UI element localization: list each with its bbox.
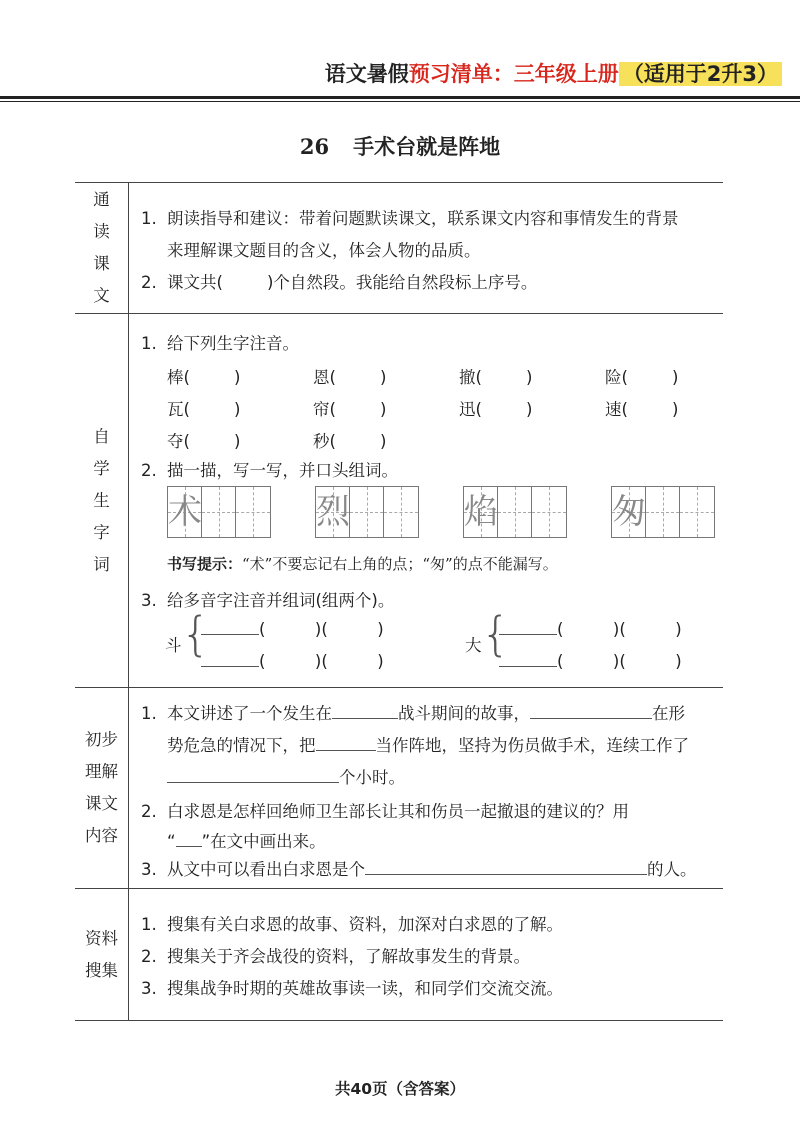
section-read — [75, 183, 723, 314]
pinyin-item: 夺( ) — [167, 432, 241, 451]
writing-hint: 书写提示：“术”不要忘记右上角的点；“匆”的点不能漏写。 — [167, 555, 558, 573]
pinyin-item: 恩( ) — [313, 368, 387, 387]
label-text: 内容 — [85, 826, 118, 845]
brace-icon: { — [481, 607, 511, 661]
section-collect-label — [75, 889, 129, 1020]
label-text: 理解 — [85, 762, 118, 781]
section-understand — [75, 688, 723, 889]
label-char: 学 — [93, 458, 110, 478]
section-read-label — [75, 183, 129, 313]
header-rule-thin — [0, 101, 800, 102]
worksheet-table — [75, 182, 723, 1021]
lesson-title — [0, 131, 800, 161]
page-footer: 共40页（含答案） — [334, 1080, 466, 1098]
label-text: 资料 — [85, 928, 118, 948]
label-char: 文 — [93, 286, 110, 305]
poly-line: ( )( ) — [201, 648, 384, 672]
read-item-2: 2. 课文共( )个自然段。我能给自然段标上序号。 — [141, 273, 538, 292]
pinyin-item: 撤( ) — [459, 368, 533, 387]
pinyin-item: 秒( ) — [313, 432, 387, 451]
trace-box — [167, 486, 271, 538]
trace-box — [315, 486, 419, 538]
understand-item-2: 2. 白求恩是怎样回绝师卫生部长让其和伤员一起撤退的建议的？用 — [141, 802, 629, 821]
trace-char: 术 — [168, 492, 202, 532]
section-understand-label — [75, 688, 129, 888]
trace-box — [463, 486, 567, 538]
header-part2: 预习清单：三年级上册 — [408, 62, 619, 86]
pinyin-item: 瓦( ) — [167, 400, 241, 419]
trace-box — [611, 486, 715, 538]
collect-item: 1. 搜集有关白求恩的故事、资料，加深对白求恩的了解。 — [141, 915, 563, 934]
label-char: 读 — [93, 222, 110, 241]
trace-char: 焰 — [464, 492, 498, 532]
brace-icon: { — [181, 607, 211, 661]
learn-q3: 3. 给多音字注音并组词(组两个)。 — [141, 591, 395, 610]
poly-line: ( )( ) — [201, 616, 384, 640]
header-part1: 语文暑假 — [324, 62, 409, 86]
pinyin-item: 险( ) — [605, 368, 679, 387]
lesson-title-text: 手术台就是阵地 — [353, 134, 501, 159]
pinyin-item: 棒( ) — [167, 368, 241, 387]
collect-item: 3. 搜集战争时期的英雄故事读一读，和同学们交流交流。 — [141, 979, 563, 998]
understand-item-1-cont: 势危急的情况下，把 当作阵地，坚持为伤员做手术，连续工作了 — [167, 736, 689, 755]
pinyin-item: 迅( ) — [459, 400, 533, 419]
collect-item: 2. 搜集关于齐会战役的资料，了解故事发生的背景。 — [141, 947, 530, 966]
trace-char: 烈 — [316, 492, 350, 532]
poly-line: ( )( ) — [499, 648, 682, 672]
learn-q1: 1. 给下列生字注音。 — [141, 334, 299, 353]
pinyin-item: 帘( ) — [313, 400, 387, 419]
label-char: 自 — [93, 426, 110, 446]
label-char: 字 — [93, 522, 110, 542]
section-learn — [75, 314, 723, 688]
understand-item-3: 3. 从文中可以看出白求恩是个 的人。 — [141, 860, 697, 879]
label-char: 课 — [93, 254, 110, 273]
header-part3: （适用于2升3） — [619, 62, 782, 86]
understand-item-1-cont2: 个小时。 — [141, 764, 405, 788]
section-collect — [75, 889, 723, 1021]
label-text: 课文 — [85, 794, 118, 813]
label-text: 搜集 — [85, 960, 118, 980]
poly-char: 大 — [465, 636, 482, 655]
label-char: 通 — [93, 190, 110, 209]
trace-grid — [167, 486, 727, 538]
read-item-1-cont: 来理解课文题目的含义，体会人物的品质。 — [167, 241, 481, 260]
read-item-1: 1. 朗读指导和建议：带着问题默读课文，联系课文内容和事情发生的背景 — [141, 209, 679, 228]
understand-item-1: 1. 本文讲述了一个发生在 战斗期间的故事， 在形 — [141, 704, 685, 723]
label-text: 初步 — [85, 730, 118, 749]
poly-line: ( )( ) — [499, 616, 682, 640]
learn-q2: 2. 描一描，写一写，并口头组词。 — [141, 461, 398, 480]
understand-item-2-cont: “ ”在文中画出来。 — [167, 832, 326, 851]
pinyin-item: 速( ) — [605, 400, 679, 419]
label-char: 词 — [93, 554, 110, 574]
lesson-number: 26 — [299, 134, 330, 159]
header-rule-thick — [0, 96, 800, 99]
label-char: 生 — [93, 490, 110, 510]
poly-char: 斗 — [165, 636, 182, 655]
page-header — [325, 58, 782, 88]
trace-char: 匆 — [612, 492, 646, 532]
section-learn-label — [75, 314, 129, 687]
